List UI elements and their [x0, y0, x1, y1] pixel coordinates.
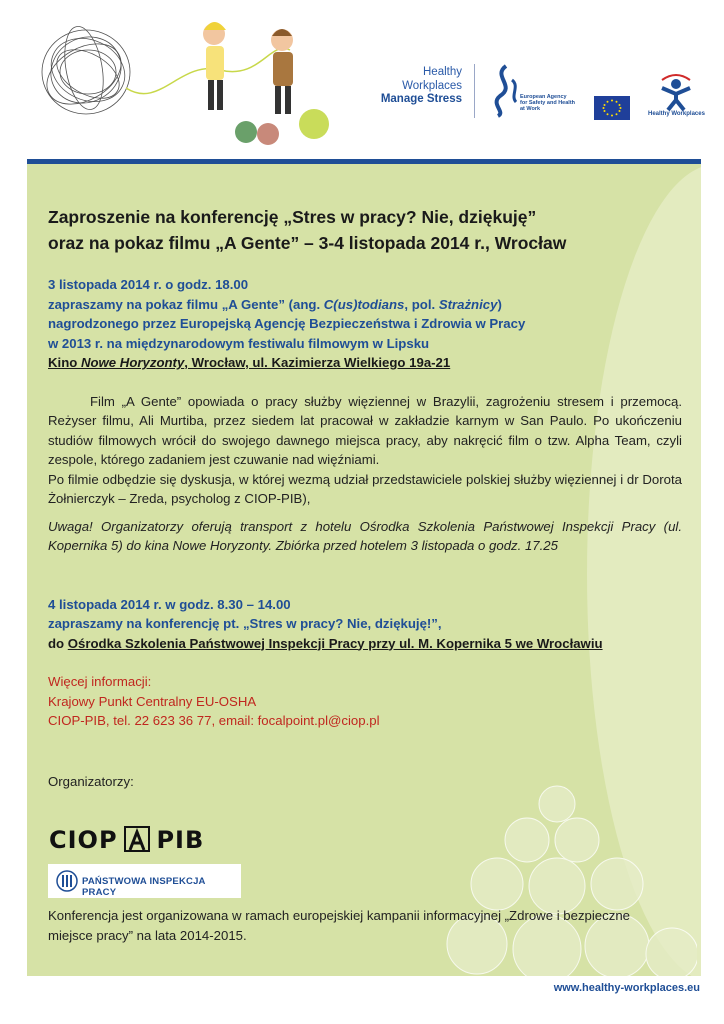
- title-line-1: Zaproszenie na konferencję „Stres w pracy? Nie, dziękuję”: [48, 207, 537, 227]
- agency-line: at Work: [520, 106, 541, 112]
- healthy-workplace-caption: Healthy Workplaces: [648, 111, 705, 117]
- organizers-label: Organizatorzy:: [48, 773, 134, 789]
- eu-osha-icon: [486, 62, 522, 118]
- discussion-paragraph: Po filmie odbędzie się dyskusja, w której wezmą udział przedstawiciele polskiej służby więziennej i dr Dorota Żołnierczyk – Zreda, psycholog z CIOP-PIB),: [48, 471, 682, 506]
- info-focal-point: Krajowy Punkt Centralny EU-OSHA: [48, 693, 257, 709]
- pip-emblem-icon: [56, 870, 78, 892]
- workplaces-line: Workplaces: [402, 79, 462, 92]
- film-festival-line: w 2013 r. na międzynarodowym festiwalu filmowym w Lipsku: [48, 335, 430, 351]
- conference-venue: do Ośrodka Szkolenia Państwowej Inspekcji Pracy przy ul. M. Kopernika 5 we Wrocławiu: [48, 635, 603, 651]
- pib-text: PIB: [156, 826, 205, 854]
- eu-flag-icon: [594, 96, 630, 120]
- film-award-line: nagrodzonego przez Europejską Agencję Bezpieczeństwa i Zdrowia w Pracy: [48, 316, 526, 331]
- yarn-illustration: [30, 0, 370, 160]
- manage-stress-line: Manage Stress: [380, 93, 462, 105]
- healthy-line: Healthy: [423, 66, 462, 78]
- film-venue: Kino Nowe Horyzonty, Wrocław, ul. Kazimierza Wielkiego 19a-21: [48, 355, 451, 370]
- info-heading: Więcej informacji:: [48, 674, 152, 689]
- title-line-2: oraz na pokaz filmu „A Gente” – 3-4 listopada 2014 r., Wrocław: [48, 233, 567, 253]
- film-description: Film „A Gente” opowiada o pracy służby więziennej w Brazylii, zagrożeniu stresem i przemocą. Reżyser filmu, Ali Murtiba, przez siedem lat pracował w zakładzie karnym w San Paulo. Po ukończeniu studiów filmowych wrócił do swojego dawnego miejsca pracy, aby nakręcić film o tzw. Alpha Team, czyli zespole, którego zadaniem jest czuwanie nad więźniami.: [48, 393, 682, 467]
- tangled-ball-icon: [36, 24, 135, 117]
- figure-left-icon: [203, 22, 226, 110]
- ciop-text: CIOP: [49, 826, 118, 854]
- figure-right-icon: [271, 29, 293, 114]
- logo-divider: [474, 64, 475, 118]
- film-date: 3 listopada 2014 r. o godz. 18.00: [48, 277, 249, 292]
- conference-invite-line: zapraszamy na konferencję pt. „Stres w pracy? Nie, dziękuję!”,: [48, 616, 442, 631]
- website-link[interactable]: www.healthy-workplaces.eu: [553, 982, 700, 994]
- ciop-pib-logo: [49, 826, 204, 854]
- campaign-note: Konferencja jest organizowana w ramach europejskiej kampanii informacyjnej „Zdrowe i bezpieczne miejsce pracy” na lata 2014-2015.: [48, 908, 631, 943]
- invitation-content: [48, 204, 682, 791]
- conference-date: 4 listopada 2014 r. w godz. 8.30 – 14.00: [48, 596, 291, 612]
- pip-text: PAŃSTWOWA INSPEKCJA PRACY: [82, 876, 206, 898]
- ciop-emblem-icon: [124, 826, 150, 852]
- agency-name: [520, 94, 575, 112]
- healthy-workplace-person-icon: [656, 72, 696, 112]
- header: [0, 0, 724, 160]
- pip-logo: [48, 864, 241, 898]
- agency-line: for Safety and Health: [520, 100, 576, 106]
- agency-line: European Agency: [520, 94, 567, 100]
- healthy-workplaces-logo: [378, 66, 462, 107]
- yarn-balls-watermark-icon: [437, 774, 697, 976]
- film-invite-line: zapraszamy na pokaz filmu „A Gente” (ang. C(us)todians, pol. Strażnicy): [48, 296, 502, 312]
- transport-note: Uwaga! Organizatorzy oferują transport z hotelu Ośrodka Szkolenia Państwowej Inspekcji Pracy (ul. Kopernika 5) do kina Nowe Horyzonty. Zbiórka przed hotelem 3 listopada o godz. 17.25: [48, 518, 682, 553]
- info-contact: CIOP-PIB, tel. 22 623 36 77, email: focalpoint.pl@ciop.pl: [48, 713, 380, 728]
